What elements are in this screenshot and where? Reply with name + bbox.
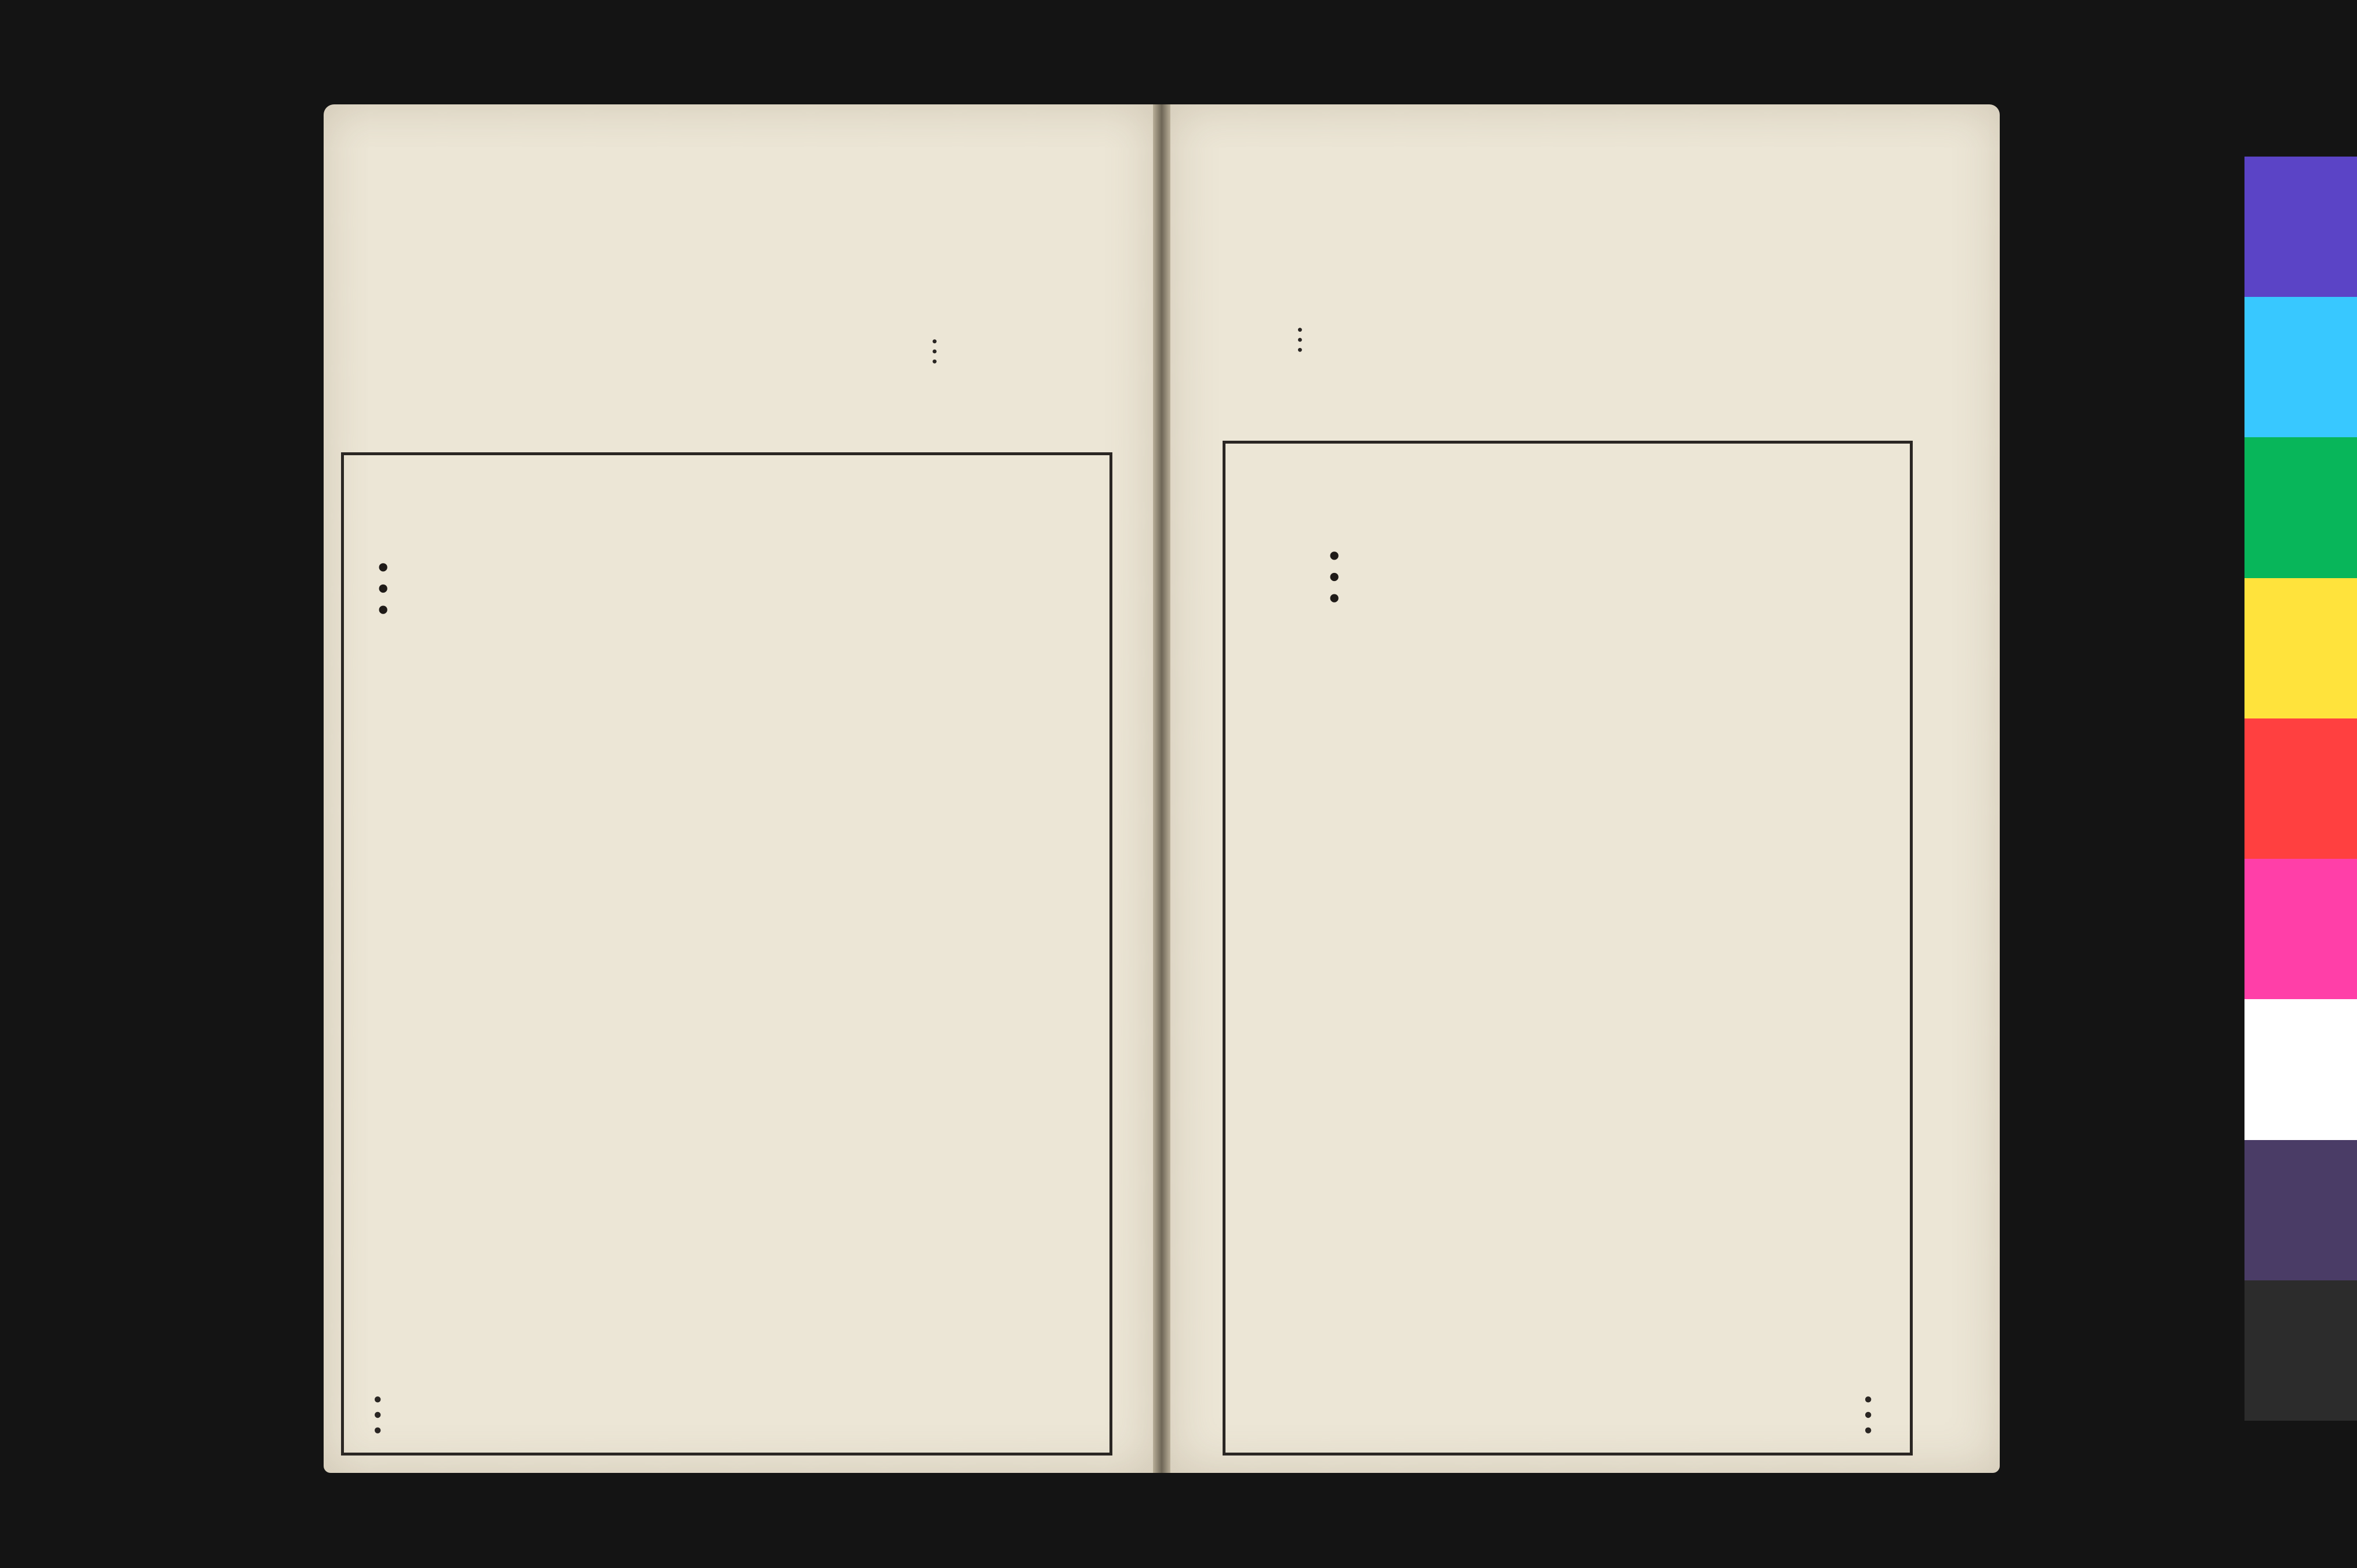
left-main-text: … (365, 557, 439, 625)
right-marginal-note: … (1290, 325, 1326, 355)
left-text-frame (341, 452, 1112, 1456)
right-page (1170, 104, 2000, 1473)
left-marginal-note: … (925, 336, 960, 366)
left-folio: … (364, 1392, 418, 1438)
left-page (324, 104, 1153, 1473)
right-main-text: … (1316, 545, 1390, 614)
color-calibration-bar (2244, 157, 2357, 1421)
open-book (324, 104, 2035, 1496)
book-gutter (1153, 104, 1170, 1473)
right-folio: … (1855, 1392, 1909, 1438)
